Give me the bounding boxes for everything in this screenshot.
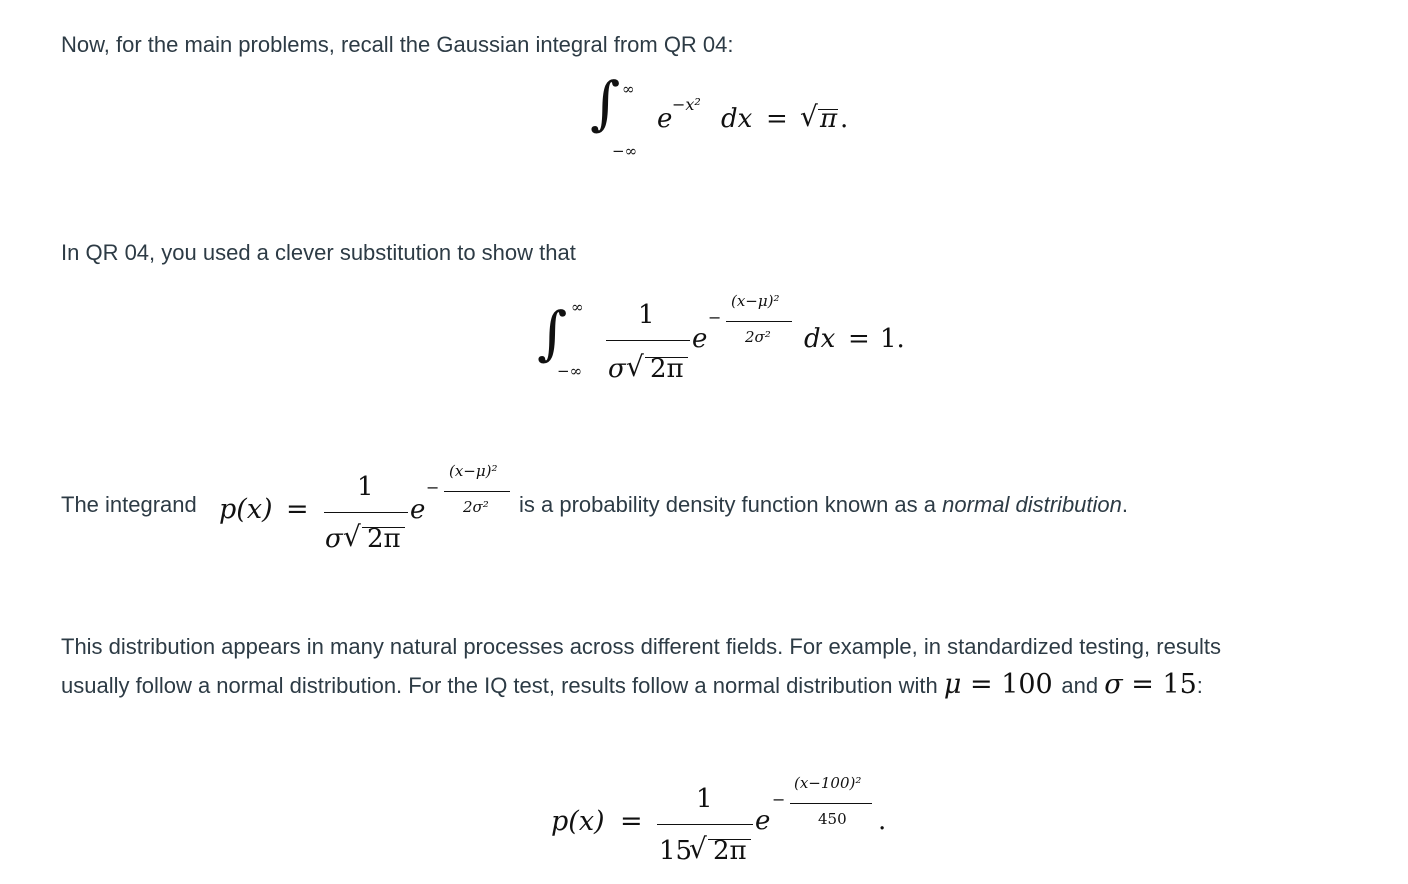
differential: dx <box>804 324 836 354</box>
exp-base: e <box>410 495 426 525</box>
period: . <box>878 806 887 836</box>
fraction-numerator: 1 <box>638 300 655 330</box>
exponent-denominator: 2σ² <box>463 498 489 516</box>
fraction-bar <box>657 824 753 825</box>
exp-base: e <box>692 324 708 354</box>
mu-value: 100 <box>1001 669 1053 700</box>
exponent-minus: − <box>772 790 786 809</box>
period: . <box>840 104 849 134</box>
denominator-sigma: σ <box>325 524 343 554</box>
exponent-denominator: 2σ² <box>745 328 771 346</box>
exponent-denominator: 450 <box>818 810 847 828</box>
equals-sign: = <box>969 669 993 700</box>
period: . <box>1121 492 1129 517</box>
term-normal-distribution: normal distribution <box>942 492 1122 517</box>
exponent-numerator: (x−100)² <box>794 774 862 792</box>
fraction-numerator: 1 <box>357 472 374 502</box>
denominator-radicand: 2π <box>367 524 401 554</box>
exp-power: −x² <box>672 95 701 114</box>
exponent-numerator: (x−μ)² <box>449 462 498 480</box>
text-pdf-description: is a probability density function known as a <box>519 492 937 517</box>
equals-sign: = <box>1131 669 1154 700</box>
integral-upper-limit: ∞ <box>571 298 584 316</box>
denominator-radicand: 2π <box>713 836 747 866</box>
denominator-sqrt: √ <box>626 350 644 383</box>
exp-base: e <box>657 104 673 134</box>
exponent-minus: − <box>426 478 440 497</box>
text-line2: usually follow a normal distribution. For the IQ test, results follow a normal distribution with <box>61 673 938 698</box>
exp-base: e <box>755 806 771 836</box>
exponent-numerator: (x−μ)² <box>731 292 780 310</box>
integral-sign: ∫ <box>537 299 568 367</box>
paragraph-intro: Now, for the main problems, recall the Gaussian integral from QR 04: <box>61 32 734 57</box>
pi-symbol: π <box>820 104 838 134</box>
equals-sign: = <box>766 104 788 134</box>
integral-upper-limit: ∞ <box>622 80 635 98</box>
exponent-minus: − <box>708 308 722 327</box>
differential: dx <box>721 104 753 134</box>
rhs-one: 1. <box>880 324 905 354</box>
lhs-px: p(x) <box>551 806 605 837</box>
colon: : <box>1196 673 1203 698</box>
integral-sign: ∫ <box>590 69 621 137</box>
mu-symbol: μ <box>943 669 962 700</box>
equals-sign: = <box>620 806 643 837</box>
sqrt-sign: √ <box>800 100 818 133</box>
exponent-fraction-bar <box>790 803 872 804</box>
integral-lower-limit: −∞ <box>557 362 583 380</box>
text-the-integrand: The integrand <box>61 492 197 517</box>
paragraph-line-1: This distribution appears in many natural processes across different fields. For example, in standardized testing, results <box>61 634 1222 659</box>
equals-sign: = <box>286 494 309 525</box>
sigma-value: 15 <box>1162 669 1197 700</box>
denominator-sqrt: √ <box>343 520 361 553</box>
integral-lower-limit: −∞ <box>612 142 638 160</box>
denominator-radicand: 2π <box>650 354 684 384</box>
paragraph-substitution: In QR 04, you used a clever substitution to show that <box>61 240 576 265</box>
text-and: and <box>1061 673 1099 698</box>
denominator-sigma: σ <box>608 354 626 384</box>
equals-sign: = <box>848 324 870 354</box>
lhs-px: p(x) <box>219 494 273 525</box>
denominator-coefficient: 15 <box>659 836 693 866</box>
sigma-symbol: σ <box>1104 669 1123 700</box>
denominator-sqrt: √ <box>689 832 707 865</box>
fraction-numerator: 1 <box>696 784 713 814</box>
